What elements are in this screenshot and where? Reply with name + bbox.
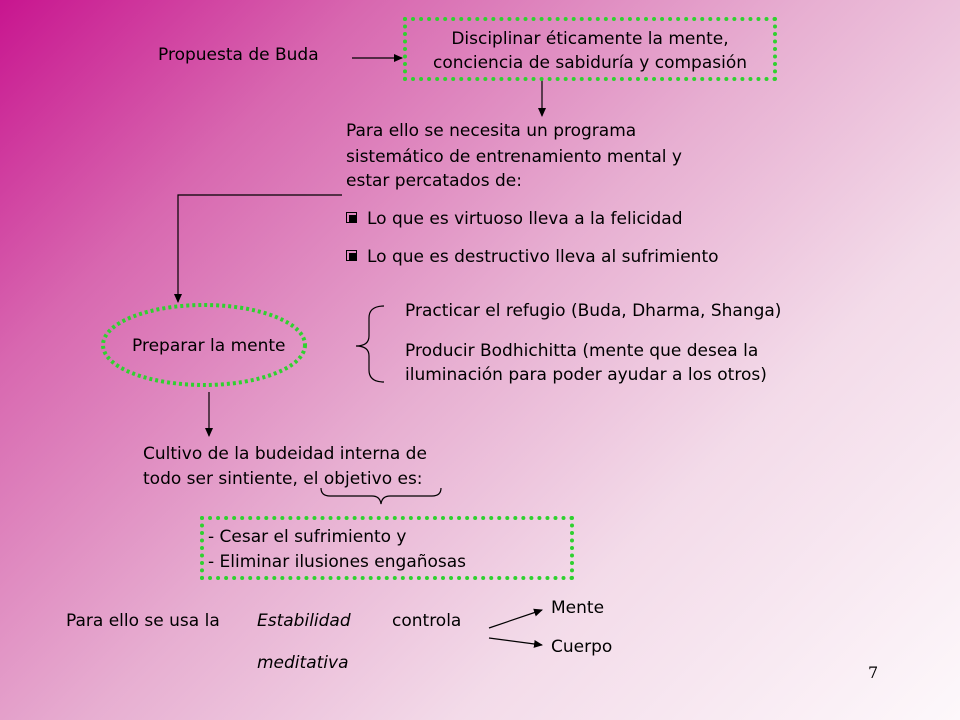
arrow-to-preparar (178, 195, 342, 302)
practicar-text: Practicar el refugio (Buda, Dharma, Shanga) (405, 301, 782, 321)
arrow-to-cuerpo (489, 638, 542, 645)
cuerpo-label: Cuerpo (551, 637, 613, 657)
mente-label: Mente (551, 598, 605, 618)
left-brace (356, 306, 384, 382)
page-number: 7 (868, 663, 879, 682)
propuesta-label: Propuesta de Buda (158, 45, 319, 65)
box-disciplinar-line1: Disciplinar éticamente la mente, (451, 29, 729, 49)
objetivo-line1: - Cesar el sufrimiento y (208, 527, 407, 547)
controla-label: controla (392, 611, 462, 631)
producir-line1: Producir Bodhichitta (mente que desea la (405, 341, 759, 361)
checkbox-square-icon (346, 212, 357, 223)
bullet-text: Lo que es destructivo lleva al sufrimiento (367, 247, 719, 267)
programa-line1: Para ello se necesita un programa (346, 121, 637, 141)
estabilidad-label: Estabilidad (257, 611, 351, 631)
producir-line2: iluminación para poder ayudar a los otros) (405, 365, 767, 385)
meditativa-label: meditativa (257, 653, 349, 673)
arrow-to-mente (489, 610, 542, 628)
bottom-brace (321, 488, 441, 504)
bullet-item-virtuoso (346, 208, 683, 230)
para-usa-label: Para ello se usa la (66, 611, 220, 631)
objetivo-line2: - Eliminar ilusiones engañosas (208, 552, 467, 572)
cultivo-line2: todo ser sintiente, el objetivo es: (143, 469, 423, 489)
box-disciplinar-line2: conciencia de sabiduría y compasión (433, 53, 747, 73)
preparar-label: Preparar la mente (132, 336, 286, 356)
checkbox-square-icon (346, 250, 357, 261)
programa-line3: estar percatados de: (346, 171, 522, 191)
bullet-item-destructivo (346, 246, 719, 268)
bullet-text: Lo que es virtuoso lleva a la felicidad (367, 209, 683, 229)
programa-line2: sistemático de entrenamiento mental y (346, 147, 682, 167)
cultivo-line1: Cultivo de la budeidad interna de (143, 444, 427, 464)
